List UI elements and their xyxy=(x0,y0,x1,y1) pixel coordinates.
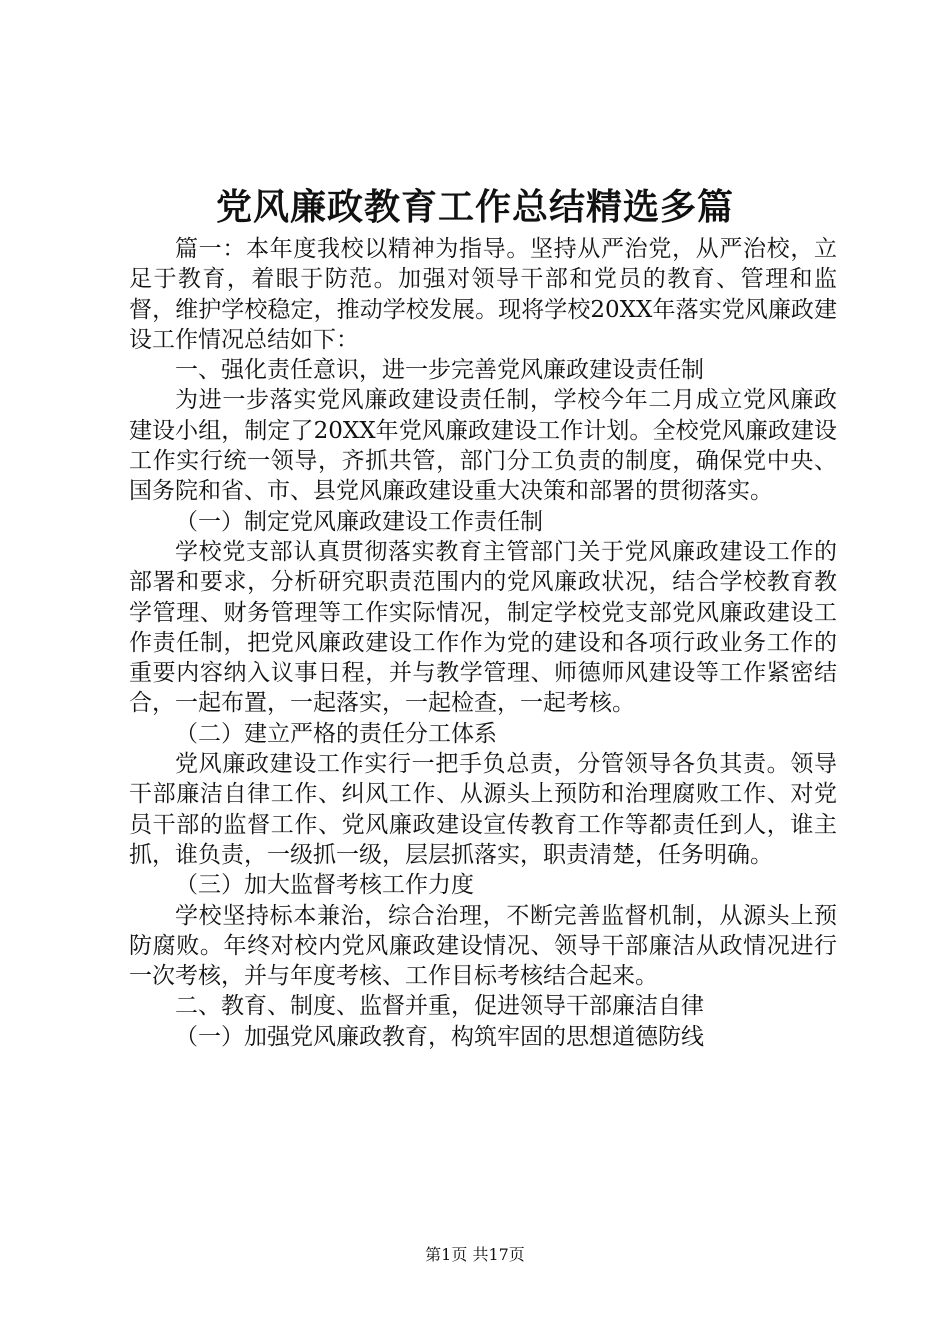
document-body xyxy=(129,234,837,1052)
document-title: 党风廉政教育工作总结精选多篇 xyxy=(215,186,734,228)
body-paragraph: 学校党支部认真贯彻落实教育主管部门关于党风廉政建设工作的部署和要求，分析研究职责范围内的党风廉政状况，结合学校教育教学管理、财务管理等工作实际情况，制定学校党支部党风廉政建设工作责任制，把党风廉政建设工作作为党的建设和各项行政业务工作的重要内容纳入议事日程，并与教学管理、师德师风建设等工作紧密结合，一起布置，一起落实，一起检查，一起考核。 xyxy=(129,538,837,717)
section-heading-2: 二、教育、制度、监督并重，促进领导干部廉洁自律 xyxy=(175,993,704,1020)
body-paragraph: 党风廉政建设工作实行一把手负总责，分管领导各负其责。领导干部廉洁自律工作、纠风工作、从源头上预防和治理腐败工作、对党员干部的监督工作、党风廉政建设宣传教育工作等都责任到人，谁主抓，谁负责，一级抓一级，层层抓落实，职责清楚，任务明确。 xyxy=(129,751,837,868)
subsection-heading-1-3: （三）加大监督考核工作力度 xyxy=(175,872,474,899)
body-paragraph: 为进一步落实党风廉政建设责任制，学校今年二月成立党风廉政建设小组，制定了20XX年党风廉政建设工作计划。全校党风廉政建设工作实行统一领导，齐抓共管，部门分工负责的制度，确保党中央、国务院和省、市、县党风廉政建设重大决策和部署的贯彻落实。 xyxy=(129,387,837,505)
subsection-heading-1-2: （二）建立严格的责任分工体系 xyxy=(175,720,497,747)
section-heading-1: 一、强化责任意识，进一步完善党风廉政建设责任制 xyxy=(175,357,704,384)
page-footer: 第1页 共17页 xyxy=(425,1245,525,1264)
intro-paragraph: 篇一：本年度我校以精神为指导。坚持从严治党，从严治校，立足于教育，着眼于防范。加强对领导干部和党员的教育、管理和监督，维护学校稳定，推动学校发展。现将学校20XX年落实党风廉政建设工作情况总结如下： xyxy=(129,236,837,353)
subsection-heading-2-1: （一）加强党风廉政教育，构筑牢固的思想道德防线 xyxy=(175,1023,704,1050)
subsection-heading-1-1: （一）制定党风廉政建设工作责任制 xyxy=(175,508,543,535)
body-paragraph: 学校坚持标本兼治，综合治理，不断完善监督机制，从源头上预防腐败。年终对校内党风廉政建设情况、领导干部廉洁从政情况进行一次考核，并与年度考核、工作目标考核结合起来。 xyxy=(129,902,837,990)
